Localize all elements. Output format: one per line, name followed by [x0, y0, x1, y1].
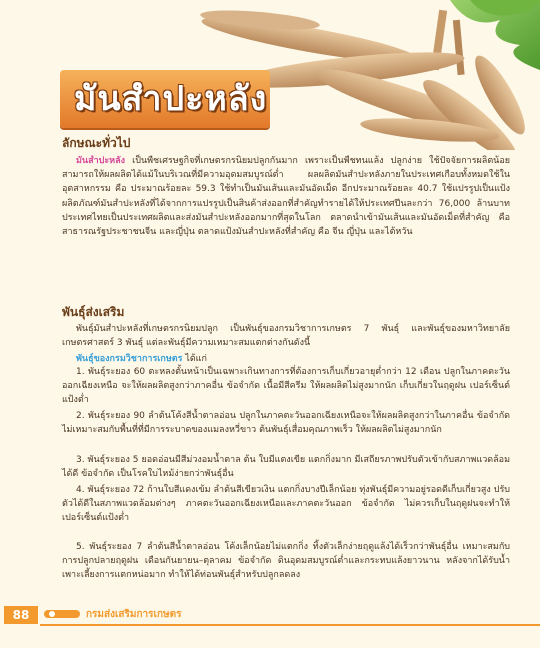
list-item: 4. พันธุ์ระยอง 72 ก้านใบสีแดงเข้ม ลำต้นสีเขียวเงิน แตกกิ่งบางปีเล็กน้อย ทุ่งพันธุ์มีความอยู่รอดดีเก็บเกี่ยวสูง ปรับตัวได้ดีในสภาพแวดล้อมต่างๆ ภาคตะวันออกเฉียงเหนือและภาคตะวันออก ข้อจำกัด ไม่ควรเก็บในฤดูฝนจะทำให้เปอร์เซ็นต์แป้งต่ำ — [62, 485, 510, 524]
list-item: 2. พันธุ์ระยอง 90 ลำต้นโค้งสีน้ำตาลอ่อน ปลูกในภาคตะวันออกเฉียงเหนือจะให้ผลผลิตสูงกว่าในภาคอื่น ข้อจำกัด ไม่เหมาะสมกับพื้นที่ที่มีการระบาดของแมลงหวี่ขาว ต้นพันธุ์เสื่อมคุณภาพเร็ว ให้ผลผลิตไม่สูงมากนัก — [62, 411, 510, 436]
section-heading-general: ลักษณะทั่วไป — [62, 136, 131, 150]
varieties-subheading: พันธุ์ของกรมวิชาการเกษตร — [76, 354, 183, 364]
varieties-subheading-line — [76, 351, 207, 365]
page-title: มันสำปะหลัง — [74, 79, 268, 119]
list-item: 3. พันธุ์ระยอง 5 ยอดอ่อนมีสีม่วงอมน้ำตาล ต้น ใบมีแตงเขีย แตกกิ่งมาก มีเสถียรภาพปรับตัวเข้ากับสภาพแวดล้อมได้ดี ข้อจำกัด เป็นโรคใบไหม้ง่ายกว่าพันธุ์อื่น — [62, 455, 510, 480]
footer-logo-icon — [44, 607, 80, 621]
varieties-subheading-suffix: ได้แก่ — [182, 354, 207, 364]
general-lead: มันสำปะหลัง — [76, 156, 126, 166]
general-paragraph — [62, 154, 510, 239]
general-body: เป็นพืชเศรษฐกิจที่เกษตรกรนิยมปลูกกันมาก เพราะเป็นพืชทนแล้ง ปลูกง่าย ใช้ปัจจัยการผลิตน้อย สามารถให้ผลผลิตได้แม้ในบริเวณที่มีความอุดมสมบูรณ์ต่ำ ผลผลิตมันสำปะหลังภายในประเทศเกือบทั้งหมดใช้ในอุตสาหกรรม คือ ประมาณร้อยละ 59.3 ใช้ทำเป็นมันเส้นและมันอัดเม็ด อีกประมาณร้อยละ 40.7 ใช้แปรรูปเป็นแป้ง ผลิตภัณฑ์มันสำปะหลังที่ได้จากการแปรรูปเป็นสินค้าส่งออกที่สำคัญทำรายได้ให้ประเทศปีนละกว่า 76,000 ล้านบาท ประเทศไทยเป็นประเทศผลิตและส่งมันสำปะหลังออกมากที่สุดในโลก ตลาดนำเข้ามันเส้นและมันอัดเม็ดที่สำคัญ คือ สาธารณรัฐประชาชนจีน และญี่ปุ่น ตลาดแป้งมันสำปะหลังที่สำคัญ คือ จีน ญี่ปุ่น และไต้หวัน — [62, 156, 510, 238]
footer-label: กรมส่งเสริมการเกษตร — [86, 609, 182, 620]
list-item: 1. พันธุ์ระยอง 60 ตะหลงตั้นหน้าเป็นเฉพาะเกินทางการที่ต้องการเก็บเกี่ยวอายุต่ำกว่า 12 เดือน ปลูกในภาคตะวันออกเฉียงเหนือ จะให้ผลผลิตสูงกว่าภาคอื่น ข้อจำกัด เนื้อมีสีครีม ให้ผลผลิตไม่สูงมากนัก เก็บเกี่ยวในฤดูฝน เปอร์เซ็นต์แป้งต่ำ — [62, 367, 510, 406]
page-number: 88 — [4, 606, 38, 624]
list-item: 5. พันธุ์ระยอง 7 ลำต้นสีน้ำตาลอ่อน โค้งเล็กน้อยไม่แตกกิ่ง ทิ้งตัวเล็กง่ายฤดูแล้งได้เร็วกว่าพันธุ์อื่น เหมาะสมกับการปลูกปลายฤดูฝน เดือนกันยายน–ตุลาคม ข้อจำกัด ดินอุดมสมบูรณ์ต่ำและกระทบแล้งยาวนาน หลังจากได้รับน้ำเพาะเลี้ยงการแตกหน่อมาก ทำให้ได้ท่อนพันธุ์สำหรับปลูกลดลง — [62, 542, 510, 581]
varieties-intro: พันธุ์มันสำปะหลังที่เกษตรกรนิยมปลูก เป็นพันธุ์ของกรมวิชาการเกษตร 7 พันธุ์ และพันธุ์ของมหาวิทยาลัยเกษตรศาสตร์ 3 พันธุ์ แต่ละพันธุ์มีความเหมาะสมแตกต่างกันดังนี้ — [62, 324, 510, 349]
section-heading-varieties: พันธุ์ส่งเสริม — [62, 305, 125, 319]
footer-divider — [40, 624, 540, 626]
